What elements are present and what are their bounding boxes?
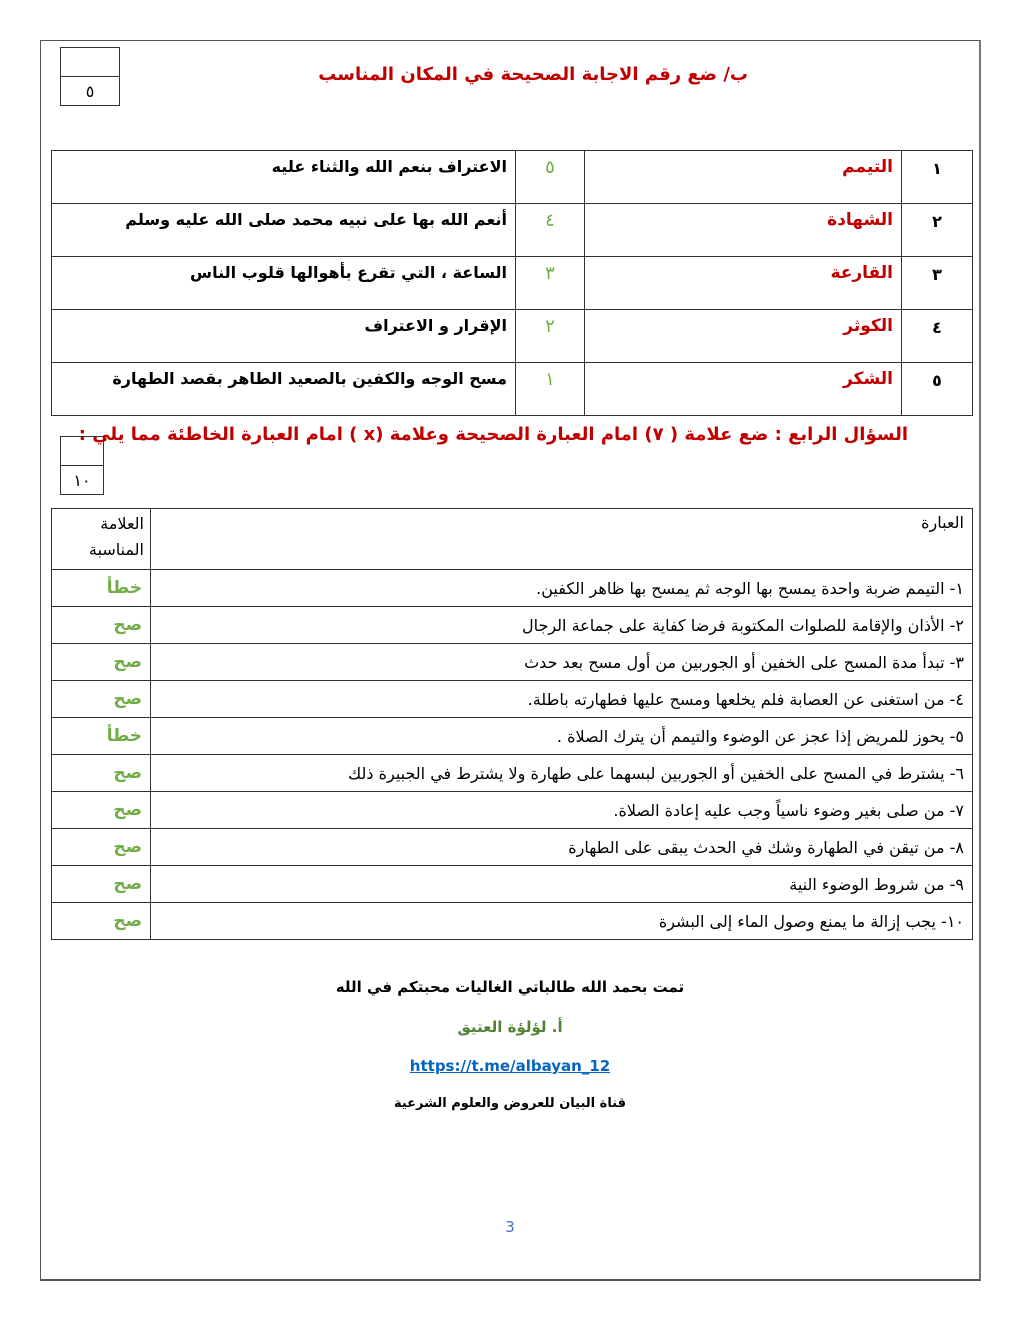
table-row bbox=[52, 718, 973, 755]
definition-cell: أنعم الله بها على نبيه محمد صلى الله عليه وسلم bbox=[52, 204, 516, 257]
statement-header: العبارة bbox=[151, 509, 973, 570]
closing-message: تمت بحمد الله طالباتي الغاليات محبتكم في الله bbox=[335, 978, 685, 996]
statement-cell: ٦- يشترط في المسح على الخفين أو الجوربين لبسهما على طهارة ولا يشترط في الجبيرة ذلك bbox=[151, 755, 973, 792]
matching-table bbox=[51, 150, 973, 416]
answer-mark[interactable]: صح bbox=[52, 792, 151, 829]
table-row bbox=[52, 903, 973, 940]
table-row bbox=[52, 755, 973, 792]
statement-cell: ٨- من تيقن في الطهارة وشك في الحدث يبقى على الطهارة bbox=[151, 829, 973, 866]
answer-mark[interactable]: صح bbox=[52, 903, 151, 940]
table-row bbox=[52, 570, 973, 607]
author-name: أ. لؤلؤة العتيق bbox=[457, 1018, 563, 1036]
table-row bbox=[52, 257, 973, 310]
row-number: ٣ bbox=[902, 257, 973, 310]
question4-title: السؤال الرابع : ضع علامة ( ٧) امام العبارة الصحيحة وعلامة (x ) امام العبارة الخاطئة مما يلي : bbox=[78, 424, 908, 445]
term-cell: التيمم bbox=[585, 151, 902, 204]
definition-cell: الساعة ، التي تقرع بأهوالها قلوب الناس bbox=[52, 257, 516, 310]
section-b-score-box bbox=[60, 47, 120, 106]
mark-header: العلامة المناسبة bbox=[52, 509, 151, 570]
channel-name: قناة البيان للعروض والعلوم الشرعية bbox=[393, 1096, 627, 1111]
definition-cell: الاعتراف بنعم الله والثناء عليه bbox=[52, 151, 516, 204]
definition-cell: مسح الوجه والكفين بالصعيد الطاهر بقصد الطهارة bbox=[52, 363, 516, 416]
channel-link[interactable]: https://t.me/albayan_12 bbox=[409, 1057, 611, 1075]
statement-cell: ٥- يحوز للمريض إذا عجز عن الوضوء والتيمم أن يترك الصلاة . bbox=[151, 718, 973, 755]
score-obtained[interactable] bbox=[61, 48, 119, 77]
statement-cell: ٤- من استغنى عن العصابة فلم يخلعها ومسح عليها فطهارته باطلة. bbox=[151, 681, 973, 718]
definition-cell: الإقرار و الاعتراف bbox=[52, 310, 516, 363]
statement-cell: ٣- تبدأ مدة المسح على الخفين أو الجوربين من أول مسح بعد حدث bbox=[151, 644, 973, 681]
term-cell: الكوثر bbox=[585, 310, 902, 363]
table-row bbox=[52, 310, 973, 363]
answer-mark[interactable]: صح bbox=[52, 755, 151, 792]
answer-mark[interactable]: صح bbox=[52, 681, 151, 718]
statement-cell: ٢- الأذان والإقامة للصلوات المكتوبة فرضا كفاية على جماعة الرجال bbox=[151, 607, 973, 644]
term-cell: الشهادة bbox=[585, 204, 902, 257]
true-false-table bbox=[51, 508, 973, 940]
statement-cell: ٧- من صلى بغير وضوء ناسياً وجب عليه إعادة الصلاة. bbox=[151, 792, 973, 829]
table-row bbox=[52, 681, 973, 718]
row-number: ٤ bbox=[902, 310, 973, 363]
statement-cell: ٩- من شروط الوضوء النية bbox=[151, 866, 973, 903]
score-total: ١٠ bbox=[73, 470, 91, 490]
answer-mark[interactable]: صح bbox=[52, 829, 151, 866]
term-cell: القارعة bbox=[585, 257, 902, 310]
table-row bbox=[52, 829, 973, 866]
section-b-title: ب/ ضع رقم الاجابة الصحيحة في المكان المناسب bbox=[318, 64, 748, 85]
answer-mark[interactable]: صح bbox=[52, 607, 151, 644]
page-number: 3 bbox=[505, 1218, 515, 1236]
answer-mark[interactable]: خطأ bbox=[52, 718, 151, 755]
answer-number[interactable]: ١ bbox=[516, 363, 585, 416]
row-number: ١ bbox=[902, 151, 973, 204]
statement-cell: ١- التيمم ضربة واحدة يمسح بها الوجه ثم يمسح بها ظاهر الكفين. bbox=[151, 570, 973, 607]
answer-mark[interactable]: خطأ bbox=[52, 570, 151, 607]
table-row bbox=[52, 363, 973, 416]
answer-number[interactable]: ٤ bbox=[516, 204, 585, 257]
row-number: ٢ bbox=[902, 204, 973, 257]
table-row bbox=[52, 644, 973, 681]
statement-cell: ١٠- يجب إزالة ما يمنع وصول الماء إلى البشرة bbox=[151, 903, 973, 940]
term-cell: الشكر bbox=[585, 363, 902, 416]
table-row bbox=[52, 792, 973, 829]
score-total: ٥ bbox=[85, 81, 95, 101]
table-row bbox=[52, 204, 973, 257]
answer-number[interactable]: ٥ bbox=[516, 151, 585, 204]
table-header-row bbox=[52, 509, 973, 570]
answer-mark[interactable]: صح bbox=[52, 644, 151, 681]
answer-number[interactable]: ٣ bbox=[516, 257, 585, 310]
table-row bbox=[52, 151, 973, 204]
answer-mark[interactable]: صح bbox=[52, 866, 151, 903]
table-row bbox=[52, 607, 973, 644]
table-row bbox=[52, 866, 973, 903]
row-number: ٥ bbox=[902, 363, 973, 416]
answer-number[interactable]: ٢ bbox=[516, 310, 585, 363]
